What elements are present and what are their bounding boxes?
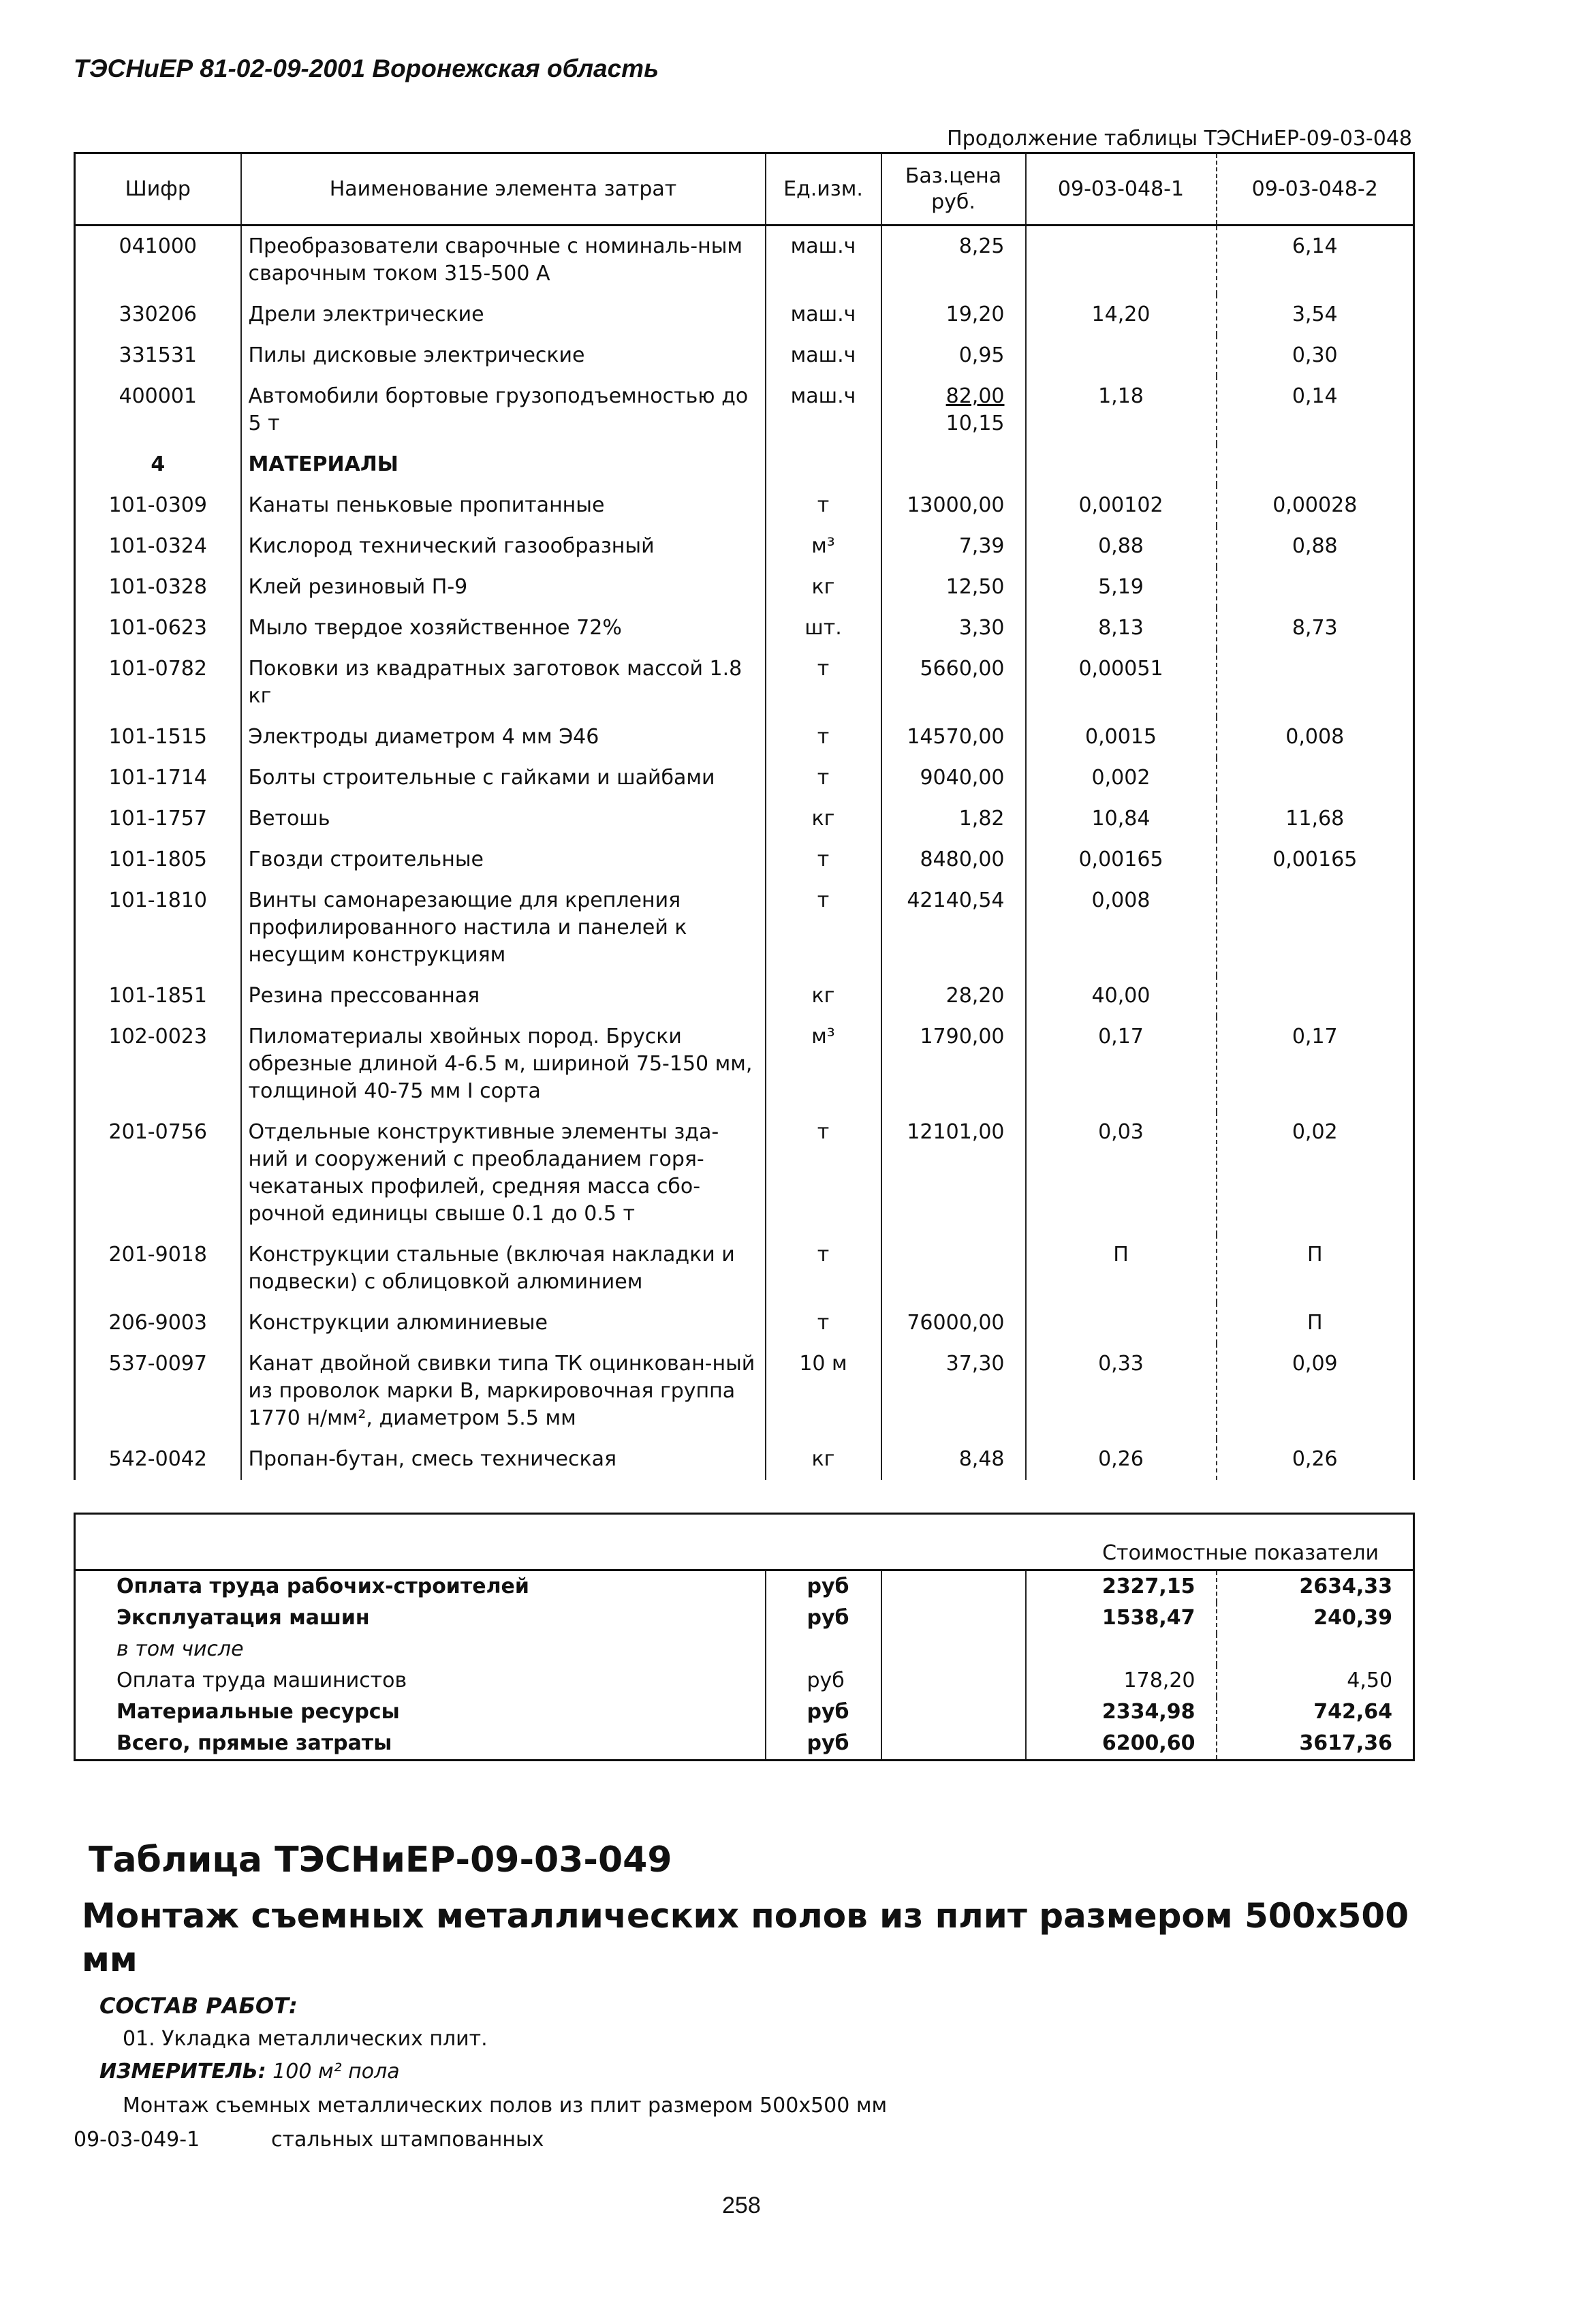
table-row xyxy=(75,526,1414,567)
cell-variant-1: 14,20 xyxy=(1026,294,1217,335)
table-row xyxy=(75,485,1414,526)
cell-code: 101-1515 xyxy=(108,725,207,749)
cell-name: Отдельные конструктивные элементы зда-ний и сооружений с преобладанием горя-чекатаных профилей, средняя масса сбо-рочной единицы свыше 0.1 до 0.5 т xyxy=(241,1112,766,1235)
cell-variant-1: 0,00102 xyxy=(1026,485,1217,526)
table-row xyxy=(75,1235,1414,1303)
cell-unit: кг xyxy=(766,976,881,1017)
cost-variant-2: 2634,33 xyxy=(1217,1570,1414,1603)
cell-name: Электроды диаметром 4 мм Э46 xyxy=(241,717,766,758)
cost-unit xyxy=(766,1634,881,1665)
cell-variant-2: 0,00165 xyxy=(1217,839,1414,880)
cell-variant-1: 0,00165 xyxy=(1026,839,1217,880)
cell-code: 101-0309 xyxy=(108,493,207,517)
cell-variant-2: 0,09 xyxy=(1217,1344,1414,1439)
cost-variant-1: 178,20 xyxy=(1026,1665,1217,1696)
col-header-unit: Ед.изм. xyxy=(766,153,881,226)
cell-price: 37,30 xyxy=(881,1344,1026,1439)
cost-label: Оплата труда рабочих-строителей xyxy=(116,1575,529,1598)
cell-variant-1: 0,88 xyxy=(1026,526,1217,567)
cell-price: 12101,00 xyxy=(881,1112,1026,1235)
cell-code: 102-0023 xyxy=(108,1025,207,1049)
cell-unit: т xyxy=(766,839,881,880)
cell-variant-1: 0,0015 xyxy=(1026,717,1217,758)
table-body xyxy=(75,226,1414,1481)
cell-variant-2: 6,14 xyxy=(1217,226,1414,295)
cost-empty xyxy=(881,1665,1026,1696)
cell-variant-2: 0,17 xyxy=(1217,1017,1414,1112)
cell-variant-2: 0,14 xyxy=(1217,376,1414,444)
cell-variant-1 xyxy=(1026,226,1217,295)
cost-unit: руб xyxy=(766,1728,881,1761)
col-header-variant-1: 09-03-048-1 xyxy=(1026,153,1217,226)
cell-variant-1: 0,00051 xyxy=(1026,649,1217,717)
table-row xyxy=(75,1344,1414,1439)
cost-empty xyxy=(881,1634,1026,1665)
cell-unit: т xyxy=(766,649,881,717)
cell-variant-1: 1,18 xyxy=(1026,376,1217,444)
cell-variant-1: 0,33 xyxy=(1026,1344,1217,1439)
page-number: 258 xyxy=(722,2193,761,2218)
cell-price: 3,30 xyxy=(881,608,1026,649)
cell-name: Дрели электрические xyxy=(241,294,766,335)
cell-variant-2: 0,00028 xyxy=(1217,485,1414,526)
cell-unit: маш.ч xyxy=(766,376,881,444)
cell-variant-1: 0,008 xyxy=(1026,880,1217,976)
cell-variant-1: 8,13 xyxy=(1026,608,1217,649)
cell-variant-2 xyxy=(1217,976,1414,1017)
cost-variant-2: 3617,36 xyxy=(1217,1728,1414,1761)
cell-variant-1: 0,03 xyxy=(1026,1112,1217,1235)
cost-variant-2: 240,39 xyxy=(1217,1602,1414,1634)
cost-row xyxy=(75,1634,1414,1665)
cost-row xyxy=(75,1602,1414,1634)
table2-subtitle: Монтаж съемных металлических полов из плит размером 500х500 мм xyxy=(82,1896,1409,1979)
cell-unit: кг xyxy=(766,799,881,839)
cell-variant-2: 0,008 xyxy=(1217,717,1414,758)
cell-code: 400001 xyxy=(119,384,198,408)
cell-unit: м³ xyxy=(766,526,881,567)
cell-code: 101-0324 xyxy=(108,534,207,558)
cost-caption: Стоимостные показатели xyxy=(75,1514,1414,1570)
cell-variant-2: 8,73 xyxy=(1217,608,1414,649)
document-header: ТЭСНиЕР 81-02-09-2001 Воронежская область xyxy=(74,55,659,82)
cell-price: 28,20 xyxy=(881,976,1026,1017)
table-row xyxy=(75,226,1414,295)
cell-name: МАТЕРИАЛЫ xyxy=(241,444,766,485)
cell-unit: маш.ч xyxy=(766,335,881,376)
cost-variant-2: 4,50 xyxy=(1217,1665,1414,1696)
cell-price: 7,39 xyxy=(881,526,1026,567)
cell-name: Болты строительные с гайками и шайбами xyxy=(241,758,766,799)
cost-unit: руб xyxy=(766,1665,881,1696)
cell-unit: кг xyxy=(766,1439,881,1480)
cell-variant-2 xyxy=(1217,880,1414,976)
cost-empty xyxy=(881,1570,1026,1603)
cell-code: 330206 xyxy=(119,303,198,326)
table-row xyxy=(75,758,1414,799)
cost-variant-2: 742,64 xyxy=(1217,1696,1414,1728)
measurement-label: ИЗМЕРИТЕЛЬ: xyxy=(99,2060,266,2083)
cell-variant-2 xyxy=(1217,649,1414,717)
cell-variant-2: 11,68 xyxy=(1217,799,1414,839)
cell-name: Преобразователи сварочные с номиналь-ным сварочным током 315-500 А xyxy=(241,226,766,295)
cell-name: Клей резиновый П-9 xyxy=(241,567,766,608)
cell-price: 42140,54 xyxy=(881,880,1026,976)
cost-label: Эксплуатация машин xyxy=(116,1606,370,1630)
cost-variant-1: 2327,15 xyxy=(1026,1570,1217,1603)
col-header-code: Шифр xyxy=(75,153,241,226)
table-row xyxy=(75,839,1414,880)
work-operation: 01. Укладка металлических плит. xyxy=(123,2027,488,2051)
cost-empty xyxy=(881,1602,1026,1634)
cost-label: Всего, прямые затраты xyxy=(116,1731,392,1755)
cell-variant-2: 0,88 xyxy=(1217,526,1414,567)
cell-code: 101-1757 xyxy=(108,807,207,831)
cell-code: 101-1714 xyxy=(108,766,207,790)
cell-price: 0,95 xyxy=(881,335,1026,376)
cell-variant-2 xyxy=(1217,444,1414,485)
cell-name: Кислород технический газообразный xyxy=(241,526,766,567)
cell-unit: т xyxy=(766,717,881,758)
norm-code-description: стальных штампованных xyxy=(271,2128,544,2152)
cell-name: Конструкции алюминиевые xyxy=(241,1303,766,1344)
cell-unit: т xyxy=(766,1235,881,1303)
cost-variant-1: 1538,47 xyxy=(1026,1602,1217,1634)
cell-variant-2: П xyxy=(1217,1235,1414,1303)
cell-code: 4 xyxy=(151,452,166,476)
price-primary: 82,00 xyxy=(945,384,1005,408)
cell-code: 041000 xyxy=(119,234,198,258)
resources-table xyxy=(74,152,1415,1480)
cell-name: Ветошь xyxy=(241,799,766,839)
section-row xyxy=(75,444,1414,485)
table-row xyxy=(75,376,1414,444)
cell-unit: маш.ч xyxy=(766,226,881,295)
cell-unit: т xyxy=(766,1303,881,1344)
table-header-row xyxy=(75,153,1414,226)
cell-variant-2: 0,30 xyxy=(1217,335,1414,376)
table-row xyxy=(75,1017,1414,1112)
cell-price: 1,82 xyxy=(881,799,1026,839)
measurement-line xyxy=(99,2060,400,2083)
cell-unit: кг xyxy=(766,567,881,608)
cell-variant-1: 40,00 xyxy=(1026,976,1217,1017)
cell-price xyxy=(881,1235,1026,1303)
cell-variant-1: 0,26 xyxy=(1026,1439,1217,1480)
table2-title: Таблица ТЭСНиЕР-09-03-049 xyxy=(89,1840,672,1880)
work-composition-label: СОСТАВ РАБОТ: xyxy=(99,1993,298,2019)
table-row xyxy=(75,335,1414,376)
cell-variant-2 xyxy=(1217,567,1414,608)
cost-row xyxy=(75,1570,1414,1603)
cell-variant-1: 5,19 xyxy=(1026,567,1217,608)
table-row xyxy=(75,1303,1414,1344)
cell-code: 331531 xyxy=(119,343,198,367)
cell-variant-1 xyxy=(1026,335,1217,376)
col-header-variant-2: 09-03-048-2 xyxy=(1217,153,1414,226)
table-row xyxy=(75,567,1414,608)
cost-unit: руб xyxy=(766,1602,881,1634)
cell-price: 19,20 xyxy=(881,294,1026,335)
cell-unit: м³ xyxy=(766,1017,881,1112)
cell-name: Пиломатериалы хвойных пород. Бруски обрезные длиной 4-6.5 м, шириной 75-150 мм, толщиной 40-75 мм I сорта xyxy=(241,1017,766,1112)
cell-unit: 10 м xyxy=(766,1344,881,1439)
cell-unit: т xyxy=(766,758,881,799)
cost-row xyxy=(75,1665,1414,1696)
cell-unit: шт. xyxy=(766,608,881,649)
cell-price: 9040,00 xyxy=(881,758,1026,799)
norm-code: 09-03-049-1 xyxy=(74,2128,200,2152)
cell-price: 1790,00 xyxy=(881,1017,1026,1112)
cost-label: Оплата труда машинистов xyxy=(116,1669,407,1692)
cell-price: 14570,00 xyxy=(881,717,1026,758)
cell-variant-2: 0,02 xyxy=(1217,1112,1414,1235)
cell-name: Пилы дисковые электрические xyxy=(241,335,766,376)
cost-unit: руб xyxy=(766,1570,881,1603)
cell-price xyxy=(881,444,1026,485)
cost-variant-1: 2334,98 xyxy=(1026,1696,1217,1728)
cell-name: Конструкции стальные (включая накладки и подвески) с облицовкой алюминием xyxy=(241,1235,766,1303)
cell-price: 5660,00 xyxy=(881,649,1026,717)
cost-row xyxy=(75,1696,1414,1728)
price-secondary: 10,15 xyxy=(945,412,1005,435)
cell-price: 8,48 xyxy=(881,1439,1026,1480)
measurement-value: 100 м² пола xyxy=(272,2060,400,2083)
cost-row xyxy=(75,1728,1414,1761)
cell-code: 206-9003 xyxy=(108,1311,207,1335)
table-row xyxy=(75,717,1414,758)
cost-variant-1: 6200,60 xyxy=(1026,1728,1217,1761)
cell-price xyxy=(881,376,1026,444)
cell-code: 101-0328 xyxy=(108,575,207,599)
cell-price: 76000,00 xyxy=(881,1303,1026,1344)
cell-name: Резина прессованная xyxy=(241,976,766,1017)
cell-name: Гвозди строительные xyxy=(241,839,766,880)
table-row xyxy=(75,1112,1414,1235)
cell-variant-1: 0,002 xyxy=(1026,758,1217,799)
cell-unit xyxy=(766,444,881,485)
cost-indicators-table xyxy=(74,1513,1415,1761)
cost-variant-1 xyxy=(1026,1634,1217,1665)
cell-variant-2: 0,26 xyxy=(1217,1439,1414,1480)
cell-code: 101-0623 xyxy=(108,616,207,640)
cell-unit: т xyxy=(766,1112,881,1235)
cell-name: Мыло твердое хозяйственное 72% xyxy=(241,608,766,649)
cell-variant-1 xyxy=(1026,1303,1217,1344)
cell-price: 13000,00 xyxy=(881,485,1026,526)
cell-code: 542-0042 xyxy=(108,1447,207,1471)
cost-indicators-body xyxy=(75,1514,1414,1761)
cell-price: 8480,00 xyxy=(881,839,1026,880)
table-row xyxy=(75,1439,1414,1480)
table-row xyxy=(75,649,1414,717)
cell-code: 201-0756 xyxy=(108,1120,207,1144)
cell-variant-1 xyxy=(1026,444,1217,485)
table-continuation-title: Продолжение таблицы ТЭСНиЕР-09-03-048 xyxy=(947,127,1412,151)
cell-code: 101-0782 xyxy=(108,657,207,681)
cost-unit: руб xyxy=(766,1696,881,1728)
cell-variant-1: 0,17 xyxy=(1026,1017,1217,1112)
col-header-price: Баз.цена руб. xyxy=(881,153,1026,226)
cost-empty xyxy=(881,1728,1026,1761)
cell-name: Поковки из квадратных заготовок массой 1.8 кг xyxy=(241,649,766,717)
table-row xyxy=(75,294,1414,335)
cell-variant-2: 3,54 xyxy=(1217,294,1414,335)
cell-price: 8,25 xyxy=(881,226,1026,295)
cost-label: Материальные ресурсы xyxy=(116,1700,400,1724)
table-row xyxy=(75,799,1414,839)
cell-unit: маш.ч xyxy=(766,294,881,335)
cell-name: Канаты пеньковые пропитанные xyxy=(241,485,766,526)
cell-unit: т xyxy=(766,880,881,976)
cell-code: 201-9018 xyxy=(108,1243,207,1267)
cell-code: 101-1810 xyxy=(108,888,207,912)
cost-caption-row xyxy=(75,1514,1414,1570)
cell-name: Канат двойной свивки типа ТК оцинкован-ный из проволок марки В, маркировочная группа 1770 н/мм², диаметром 5.5 мм xyxy=(241,1344,766,1439)
table-row xyxy=(75,880,1414,976)
cell-variant-2 xyxy=(1217,758,1414,799)
cost-empty xyxy=(881,1696,1026,1728)
cell-name: Автомобили бортовые грузоподъемностью до 5 т xyxy=(241,376,766,444)
table-row xyxy=(75,976,1414,1017)
cell-code: 537-0097 xyxy=(108,1352,207,1376)
cell-name: Винты самонарезающие для крепления профилированного настила и панелей к несущим конструкциям xyxy=(241,880,766,976)
work-group-title: Монтаж съемных металлических полов из плит размером 500х500 мм xyxy=(123,2094,888,2118)
cell-name: Пропан-бутан, смесь техническая xyxy=(241,1439,766,1480)
table-row xyxy=(75,608,1414,649)
cost-variant-2 xyxy=(1217,1634,1414,1665)
cell-variant-2: П xyxy=(1217,1303,1414,1344)
cost-label: в том числе xyxy=(116,1637,244,1661)
col-header-name: Наименование элемента затрат xyxy=(241,153,766,226)
cell-code: 101-1805 xyxy=(108,848,207,871)
cell-variant-1: П xyxy=(1026,1235,1217,1303)
cell-code: 101-1851 xyxy=(108,984,207,1008)
cell-unit: т xyxy=(766,485,881,526)
cell-price: 12,50 xyxy=(881,567,1026,608)
cell-variant-1: 10,84 xyxy=(1026,799,1217,839)
